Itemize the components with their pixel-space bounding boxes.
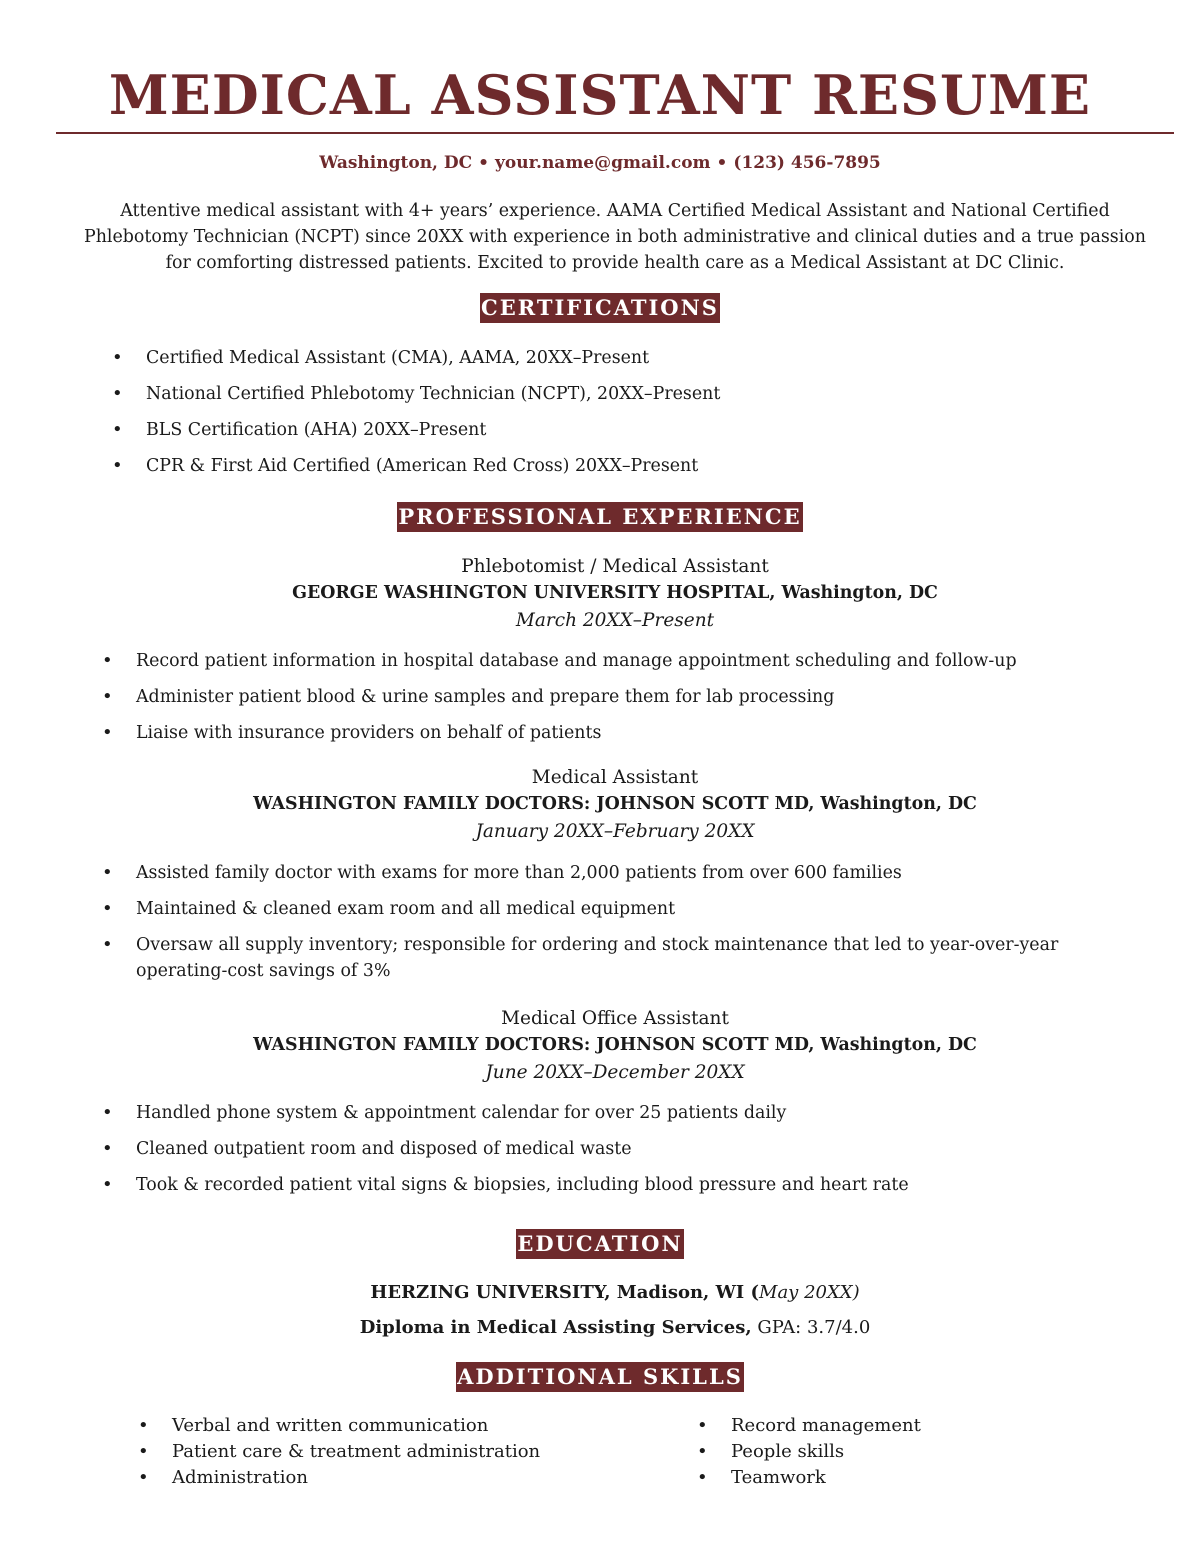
list-item: • Handled phone system & appointment calendar for over 25 patients daily [136,1095,909,1131]
certifications-list [146,340,720,484]
skills-list-right [731,1413,921,1491]
summary-paragraph: Attentive medical assistant with 4+ years’ experience. AAMA Certified Medical Assistant and National Certified Phlebotomy Technician (NCPT) since 20XX with experience in both administrative and clinical duties and a true passion for comforting distressed patients. Excited to provide health care as a Medical Assistant at DC Clinic. [84,201,1146,273]
contact-separator: • [716,153,728,173]
list-item: • Teamwork [731,1465,921,1491]
education-heading [0,1229,1200,1259]
job-bullets [136,643,1017,751]
experience-heading [0,502,1200,532]
education-degree: Diploma in Medical Assisting Services, [359,1317,752,1338]
title-divider [56,132,1174,134]
job-organization: WASHINGTON FAMILY DOCTORS: JOHNSON SCOTT MD, Washington, DC [253,1035,977,1055]
job-dates: March 20XX–Present [515,610,715,631]
list-item: • Patient care & treatment administration [172,1439,540,1465]
education-school-line [0,1278,1200,1308]
contact-separator: • [478,153,490,173]
list-item: • BLS Certification (AHA) 20XX–Present [146,412,720,448]
list-item: • Maintained & cleaned exam room and all medical equipment [136,891,1126,927]
job-dates: January 20XX–February 20XX [475,821,755,842]
education-school: HERZING UNIVERSITY, Madison, WI [370,1282,745,1303]
job-bullets [136,855,1126,984]
list-item: • Verbal and written communication [172,1413,540,1439]
list-item: • Cleaned outpatient room and disposed of medical waste [136,1131,909,1167]
list-item: • Certified Medical Assistant (CMA), AAMA, 20XX–Present [146,340,720,376]
list-item: • Administration [172,1465,540,1491]
list-item: • Record patient information in hospital database and manage appointment scheduling and follow-up [136,643,1017,679]
education-degree-line [0,1313,1200,1343]
job-title: Medical Office Assistant [501,1008,729,1029]
job-dates: June 20XX–December 20XX [485,1062,745,1083]
education-gpa: GPA: 3.7/4.0 [751,1317,871,1338]
contact-line [0,150,1200,176]
list-item: • National Certified Phlebotomy Technician (NCPT), 20XX–Present [146,376,720,412]
job-organization: GEORGE WASHINGTON UNIVERSITY HOSPITAL, Washington, DC [292,583,938,603]
education-paren: ( [744,1282,760,1303]
skills-heading [0,1362,1200,1392]
education-heading-label: EDUCATION [516,1229,683,1259]
list-item: • People skills [731,1439,921,1465]
job-bullets [136,1095,909,1203]
job-organization: WASHINGTON FAMILY DOCTORS: JOHNSON SCOTT MD, Washington, DC [253,794,977,814]
list-item: • Oversaw all supply inventory; responsible for ordering and stock maintenance that led to year-over-year operating-cost savings of 3% [136,927,1126,984]
list-item: • Administer patient blood & urine samples and prepare them for lab processing [136,679,1017,715]
list-item: • Took & recorded patient vital signs & biopsies, including blood pressure and heart rate [136,1167,909,1203]
certifications-heading-label: CERTIFICATIONS [480,293,720,323]
contact-location: Washington, DC [319,153,473,173]
resume-title: MEDICAL ASSISTANT RESUME [108,63,1092,127]
list-item: • Assisted family doctor with exams for more than 2,000 patients from over 600 families [136,855,1126,891]
experience-heading-label: PROFESSIONAL EXPERIENCE [397,502,802,532]
certifications-heading [0,293,1200,323]
education-date: May 20XX) [759,1282,860,1303]
list-item: • Liaise with insurance providers on behalf of patients [136,715,1017,751]
skills-heading-label: ADDITIONAL SKILLS [456,1362,744,1392]
contact-email: your.name@gmail.com [495,153,711,173]
list-item: • CPR & First Aid Certified (American Red Cross) 20XX–Present [146,448,720,484]
contact-phone: (123) 456-7895 [733,153,881,173]
skills-list-left [172,1413,540,1491]
list-item: • Record management [731,1413,921,1439]
job-title: Phlebotomist / Medical Assistant [461,556,769,577]
job-title: Medical Assistant [531,767,699,788]
